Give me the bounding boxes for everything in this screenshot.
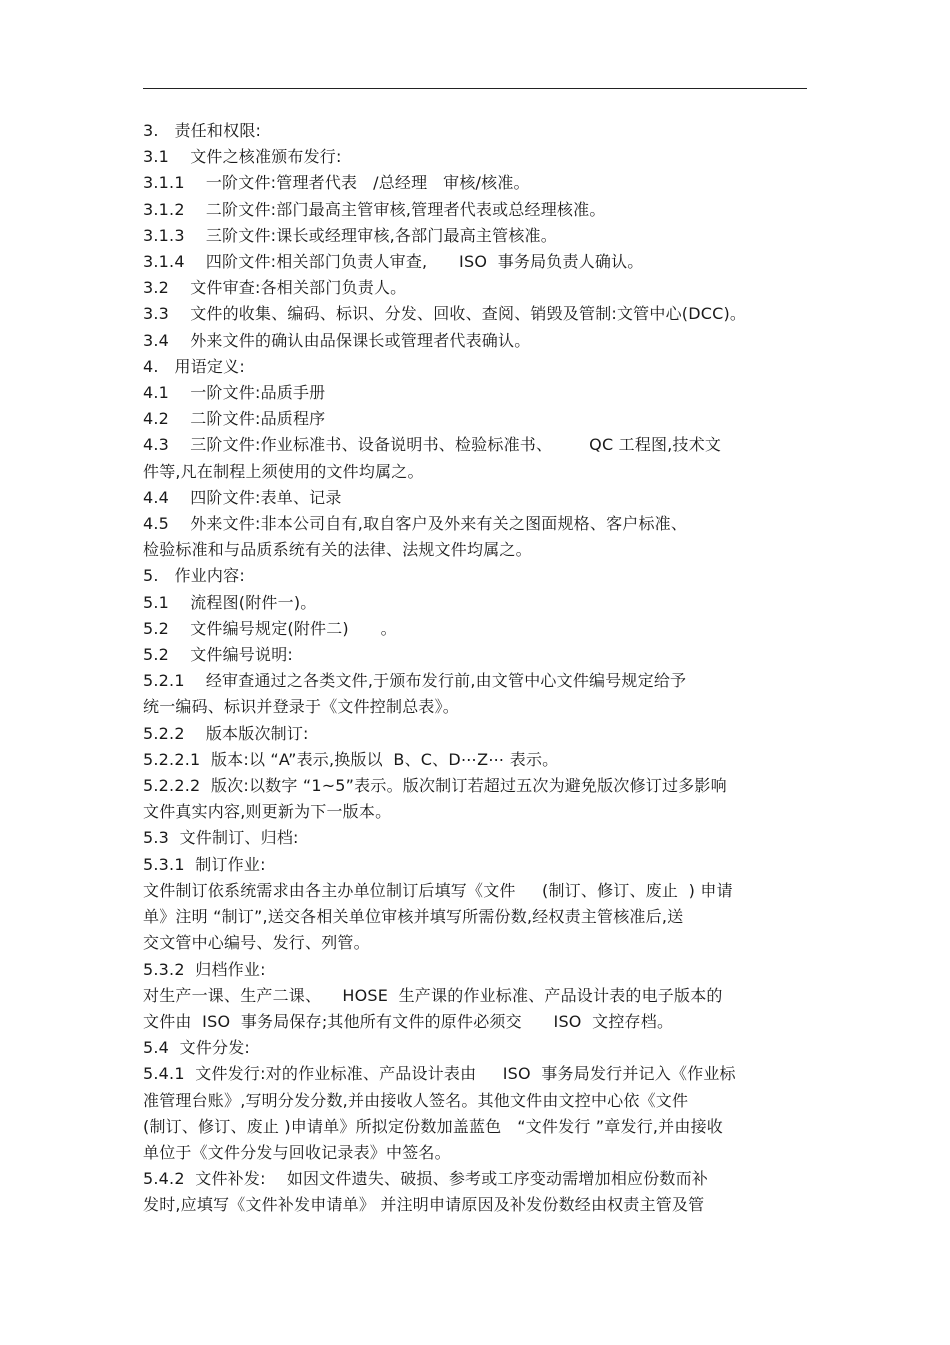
document-body <box>143 118 823 1219</box>
text-line: 3.2 文件审查:各相关部门负责人。 <box>143 278 407 298</box>
text-line: 文件由 ISO 事务局保存;其他所有文件的原件必须交 ISO 文控存档。 <box>143 1011 674 1031</box>
text-line: 4.3 三阶文件:作业标准书、设备说明书、检验标准书、 QC 工程图,技术文 <box>143 435 722 455</box>
text-line: 4.5 外来文件:非本公司自有,取自客户及外来有关之图面规格、客户标准、 <box>143 514 688 534</box>
text-line: 统一编码、标识并登录于《文件控制总表》。 <box>143 697 460 717</box>
text-line: 3.1.3 三阶文件:课长或经理审核,各部门最高主管核准。 <box>143 225 557 245</box>
header-rule <box>143 88 807 89</box>
text-line: 单位于《文件分发与回收记录表》中签名。 <box>143 1142 451 1162</box>
text-line: 3. 责任和权限: <box>143 121 262 140</box>
text-line: 5.2 文件编号规定(附件二) 。 <box>143 618 397 638</box>
text-line: 5.2.1 经审查通过之各类文件,于颁布发行前,由文管中心文件编号规定给予 <box>143 671 687 691</box>
text-line: 5.2 文件编号说明: <box>143 645 293 665</box>
text-line: 检验标准和与品质系统有关的法律、法规文件均属之。 <box>143 540 532 560</box>
text-line: 文件制订依系统需求由各主办单位制订后填写《文件 (制订、修订、废止 ) 申请 <box>143 880 733 900</box>
text-line: 5.2.2.2 版次:以数字 “1~5”表示。版次制订若超过五次为避免版次修订过多影响 <box>143 776 727 796</box>
text-line: 5.4.2 文件补发: 如因文件遗失、破损、参考或工序变动需增加相应份数而补 <box>143 1169 709 1189</box>
text-line: 5.4 文件分发: <box>143 1038 251 1058</box>
text-line: 3.1 文件之核准颁布发行: <box>143 147 342 167</box>
text-line: 4.2 二阶文件:品质程序 <box>143 409 326 429</box>
text-line: 5.2.2 版本版次制订: <box>143 723 309 743</box>
text-line: 3.1.1 一阶文件:管理者代表 /总经理 审核/核准。 <box>143 173 530 193</box>
text-line: 4.4 四阶文件:表单、记录 <box>143 487 342 507</box>
text-line: 发时,应填写《文件补发申请单》 并注明申请原因及补发份数经由权责主管及管 <box>143 1195 705 1215</box>
text-line: 5.3 文件制订、归档: <box>143 828 299 848</box>
text-line: 对生产一课、生产二课、 HOSE 生产课的作业标准、产品设计表的电子版本的 <box>143 985 723 1005</box>
text-line: 3.3 文件的收集、编码、标识、分发、回收、查阅、销毁及管制:文管中心(DCC)。 <box>143 304 747 324</box>
text-line: 准管理台账》,写明分发分数,并由接收人签名。其他文件由文控中心依《文件 <box>143 1090 689 1110</box>
text-line: 3.1.4 四阶文件:相关部门负责人审查, ISO 事务局负责人确认。 <box>143 252 644 272</box>
text-line: 5.1 流程图(附件一)。 <box>143 592 317 612</box>
text-line: 件等,凡在制程上须使用的文件均属之。 <box>143 461 424 481</box>
text-line: 3.1.2 二阶文件:部门最高主管审核,管理者代表或总经理核准。 <box>143 199 606 219</box>
text-line: (制订、修订、废止 )申请单》所拟定份数加盖蓝色 “文件发行 ”章发行,并由接收 <box>143 1116 723 1136</box>
text-line: 5. 作业内容: <box>143 566 245 586</box>
text-line: 交文管中心编号、发行、列管。 <box>143 933 370 953</box>
text-line: 3.4 外来文件的确认由品保课长或管理者代表确认。 <box>143 330 531 350</box>
text-line: 4.1 一阶文件:品质手册 <box>143 383 326 403</box>
text-line: 5.4.1 文件发行:对的作业标准、产品设计表由 ISO 事务局发行并记入《作业标 <box>143 1064 736 1084</box>
text-line: 5.2.2.1 版本:以 “A”表示,换版以 B、C、D⋯Z⋯ 表示。 <box>143 749 559 769</box>
text-line: 单》注明 “制订”,送交各相关单位审核并填写所需份数,经权责主管核准后,送 <box>143 907 684 927</box>
text-line: 4. 用语定义: <box>143 356 245 376</box>
text-line: 文件真实内容,则更新为下一版本。 <box>143 802 392 822</box>
text-line: 5.3.2 归档作业: <box>143 959 266 979</box>
text-line: 5.3.1 制订作业: <box>143 854 266 874</box>
